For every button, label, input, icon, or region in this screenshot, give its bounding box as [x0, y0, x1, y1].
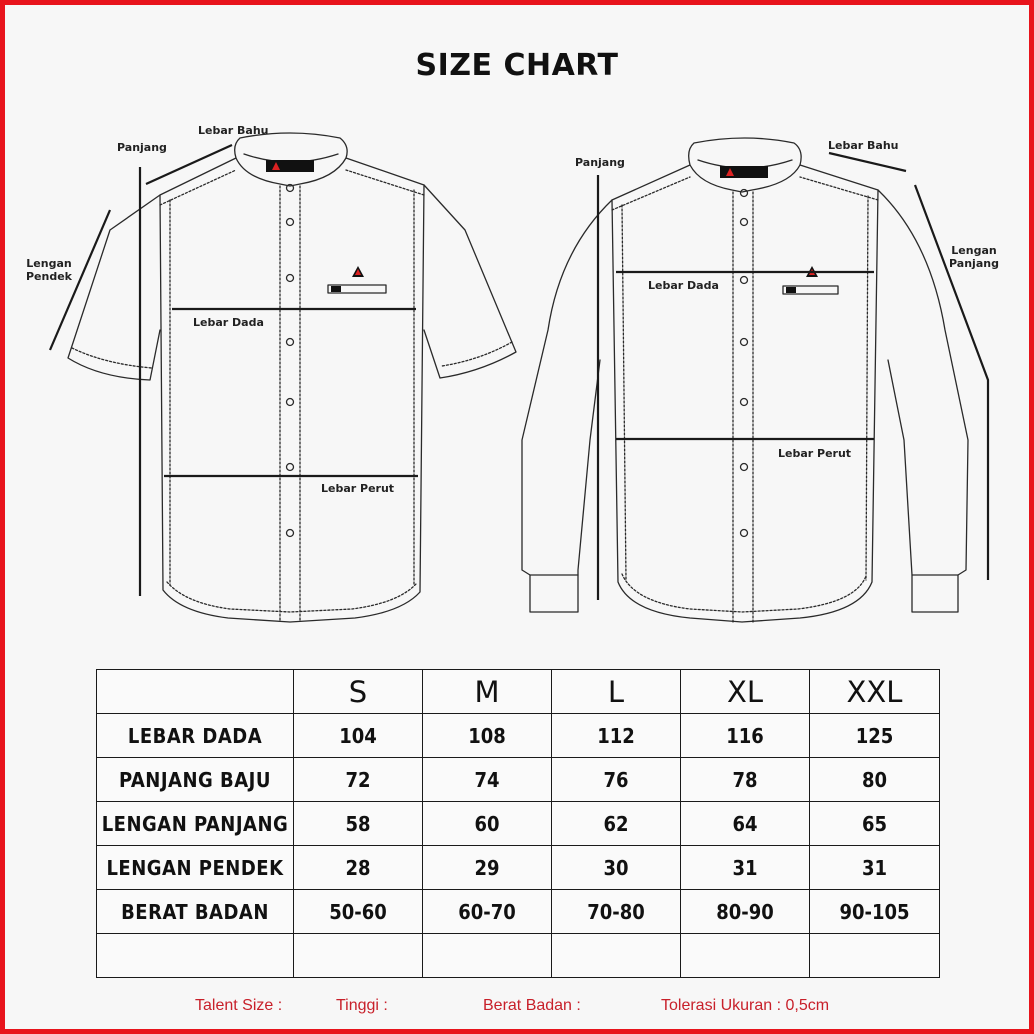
row-label: PANJANG BAJU [97, 758, 294, 802]
table-cell: 90-105 [810, 890, 940, 934]
long-label-lebar-bahu: Lebar Bahu [828, 139, 899, 152]
table-cell: 74 [423, 758, 552, 802]
table-cell [294, 934, 423, 978]
long-sleeve-shirt-illustration [522, 138, 968, 622]
table-cell: 72 [294, 758, 423, 802]
short-sleeve-shirt-illustration [68, 133, 516, 622]
table-cell: 125 [810, 714, 940, 758]
table-cell [681, 934, 810, 978]
table-row [97, 758, 940, 802]
table-cell: 76 [552, 758, 681, 802]
table-cell: 30 [552, 846, 681, 890]
long-label-panjang: Panjang [575, 156, 625, 169]
table-cell: 58 [294, 802, 423, 846]
table-cell [423, 934, 552, 978]
table-cell: 116 [681, 714, 810, 758]
size-table [96, 669, 940, 978]
table-cell: 50-60 [294, 890, 423, 934]
table-cell: 80-90 [681, 890, 810, 934]
table-cell: 60 [423, 802, 552, 846]
row-label: LENGAN PANJANG [97, 802, 294, 846]
footer-tinggi: Tinggi : [336, 997, 388, 1014]
table-row-empty [97, 934, 940, 978]
long-label-lebar-dada: Lebar Dada [648, 279, 719, 292]
table-cell: 64 [681, 802, 810, 846]
table-cell: 31 [681, 846, 810, 890]
size-header-l: L [552, 670, 681, 714]
table-cell: 112 [552, 714, 681, 758]
footer-berat-badan: Berat Badan : [483, 997, 581, 1014]
table-row [97, 714, 940, 758]
table-cell [810, 934, 940, 978]
footer-toleransi: Tolerasi Ukuran : 0,5cm [661, 997, 830, 1014]
table-cell: 104 [294, 714, 423, 758]
table-cell: 78 [681, 758, 810, 802]
table-header-row [97, 670, 940, 714]
long-label-lengan-panjang: Lengan Panjang [949, 244, 999, 270]
row-label: BERAT BADAN [97, 890, 294, 934]
size-header-xl: XL [681, 670, 810, 714]
table-cell: 70-80 [552, 890, 681, 934]
table-cell: 28 [294, 846, 423, 890]
page-title: SIZE CHART [415, 48, 619, 83]
table-cell: 65 [810, 802, 940, 846]
short-label-panjang: Panjang [117, 141, 167, 154]
table-cell [552, 934, 681, 978]
size-header-m: M [423, 670, 552, 714]
footer-talent-size: Talent Size : [195, 997, 283, 1014]
measurement-lines [50, 145, 988, 600]
row-label [97, 934, 294, 978]
long-lebar-bahu-line [829, 153, 906, 171]
size-header-s: S [294, 670, 423, 714]
table-cell: 60-70 [423, 890, 552, 934]
short-label-lebar-perut: Lebar Perut [321, 482, 395, 495]
row-label: LENGAN PENDEK [97, 846, 294, 890]
row-label: LEBAR DADA [97, 714, 294, 758]
long-label-lebar-perut: Lebar Perut [778, 447, 852, 460]
table-cell: 29 [423, 846, 552, 890]
table-row [97, 890, 940, 934]
table-row [97, 846, 940, 890]
table-cell: 62 [552, 802, 681, 846]
table-cell: 108 [423, 714, 552, 758]
short-label-lengan-pendek: Lengan Pendek [25, 257, 72, 283]
table-row [97, 802, 940, 846]
table-cell: 80 [810, 758, 940, 802]
short-label-lebar-bahu: Lebar Bahu [198, 124, 269, 137]
table-cell: 31 [810, 846, 940, 890]
size-header-xxl: XXL [810, 670, 940, 714]
short-label-lebar-dada: Lebar Dada [193, 316, 264, 329]
table-corner-cell [97, 670, 294, 714]
